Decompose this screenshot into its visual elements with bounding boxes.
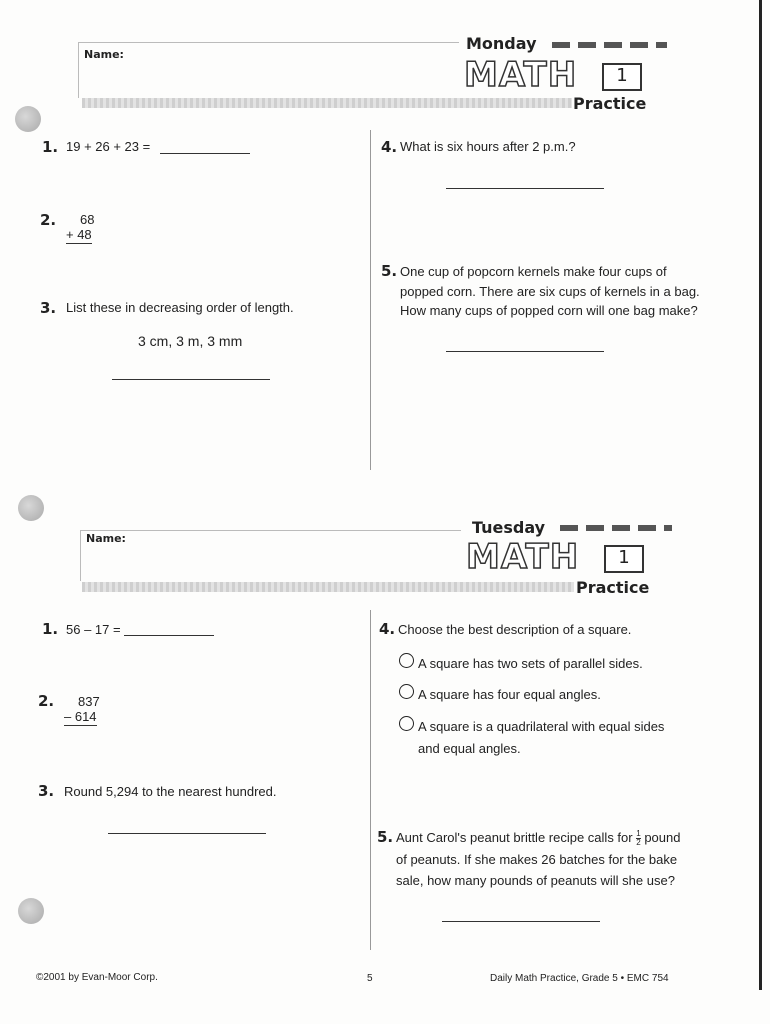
tuesday-dashes xyxy=(560,525,672,531)
monday-q5-number: 5. xyxy=(381,262,398,280)
monday-q4-answer[interactable] xyxy=(446,187,604,189)
tuesday-q5-fraction xyxy=(636,830,640,847)
tuesday-q5-number: 5. xyxy=(377,828,394,846)
monday-q3-items: 3 cm, 3 m, 3 mm xyxy=(138,333,243,349)
tuesday-q5-line2: of peanuts. If she makes 26 batches for the bake xyxy=(396,852,678,867)
tuesday-q2-top: 837 xyxy=(78,694,100,709)
footer-series: Daily Math Practice, Grade 5 • EMC 754 xyxy=(490,973,669,984)
tuesday-name-label: Name: xyxy=(86,532,126,545)
tuesday-q1-answer[interactable] xyxy=(124,634,214,636)
tuesday-header-band xyxy=(82,582,574,592)
tuesday-q3-text: Round 5,294 to the nearest hundred. xyxy=(64,784,277,799)
tuesday-q2-number: 2. xyxy=(38,692,55,710)
monday-column-divider xyxy=(370,130,371,470)
tuesday-column-divider xyxy=(370,610,371,950)
monday-q2-number: 2. xyxy=(40,211,57,229)
monday-q2-top: 68 xyxy=(80,212,95,227)
monday-q5-answer[interactable] xyxy=(446,350,604,352)
tuesday-q1-number: 1. xyxy=(42,620,59,638)
tuesday-q4-option1: A square has two sets of parallel sides. xyxy=(418,656,643,671)
tuesday-q5-line1-b: pound xyxy=(644,830,681,845)
tuesday-q4-option2-radio[interactable] xyxy=(399,684,414,699)
tuesday-q4-option3: A square is a quadrilateral with equal sides xyxy=(418,719,665,734)
tuesday-q3-answer[interactable] xyxy=(108,832,266,834)
tuesday-q5-answer[interactable] xyxy=(442,920,600,922)
tuesday-q4-text: Choose the best description of a square. xyxy=(398,622,632,637)
tuesday-q5-line3: sale, how many pounds of peanuts will she use? xyxy=(396,873,675,888)
tuesday-practice-label: Practice xyxy=(576,578,650,597)
monday-q2-bottom: + 48 xyxy=(66,227,92,242)
monday-q1-number: 1. xyxy=(42,138,59,156)
monday-q3-text: List these in decreasing order of length. xyxy=(66,300,294,315)
binder-hole-top xyxy=(15,106,41,132)
monday-q5-line1: One cup of popcorn kernels make four cups of xyxy=(400,264,667,279)
monday-q5-line3: How many cups of popped corn will one bag make? xyxy=(400,303,698,318)
tuesday-q4-option2: A square has four equal angles. xyxy=(418,687,601,702)
footer-copyright: ©2001 by Evan-Moor Corp. xyxy=(36,972,158,983)
tuesday-math-logo: MATH xyxy=(466,537,580,577)
fraction-denominator: 2 xyxy=(636,838,641,848)
monday-header-band xyxy=(82,98,572,108)
fraction-numerator: 1 xyxy=(636,829,641,839)
monday-q4-number: 4. xyxy=(381,138,398,156)
monday-day-label: Monday xyxy=(466,34,537,53)
monday-q4-text: What is six hours after 2 p.m.? xyxy=(400,139,576,154)
tuesday-day-label: Tuesday xyxy=(472,518,546,537)
tuesday-q5-line1 xyxy=(396,828,680,848)
monday-name-label: Name: xyxy=(84,48,124,61)
monday-q1-answer[interactable] xyxy=(160,152,250,154)
monday-q1-text: 19 + 26 + 23 = xyxy=(66,139,151,154)
binder-hole-middle xyxy=(18,495,44,521)
monday-name-box xyxy=(78,42,459,98)
tuesday-q5-line1-a: Aunt Carol's peanut brittle recipe calls for xyxy=(396,830,633,845)
tuesday-q2-bottom: – 614 xyxy=(64,709,97,724)
monday-q3-answer[interactable] xyxy=(112,378,270,380)
monday-math-logo: MATH xyxy=(464,55,578,95)
page-edge xyxy=(759,0,762,990)
tuesday-q3-number: 3. xyxy=(38,782,55,800)
footer-page-number: 5 xyxy=(367,973,373,984)
binder-hole-bottom xyxy=(18,898,44,924)
tuesday-q1-text: 56 – 17 = xyxy=(66,622,121,637)
monday-dashes xyxy=(552,42,667,48)
monday-q5-line2: popped corn. There are six cups of kernels in a bag. xyxy=(400,284,700,299)
monday-math-number: 1 xyxy=(602,63,642,91)
tuesday-q4-option3-radio[interactable] xyxy=(399,716,414,731)
tuesday-q4-option3-cont: and equal angles. xyxy=(418,741,521,756)
tuesday-q4-option1-radio[interactable] xyxy=(399,653,414,668)
monday-practice-label: Practice xyxy=(573,94,647,113)
tuesday-math-number: 1 xyxy=(604,545,644,573)
tuesday-q4-number: 4. xyxy=(379,620,396,638)
tuesday-name-box xyxy=(80,530,461,581)
monday-q3-number: 3. xyxy=(40,299,57,317)
